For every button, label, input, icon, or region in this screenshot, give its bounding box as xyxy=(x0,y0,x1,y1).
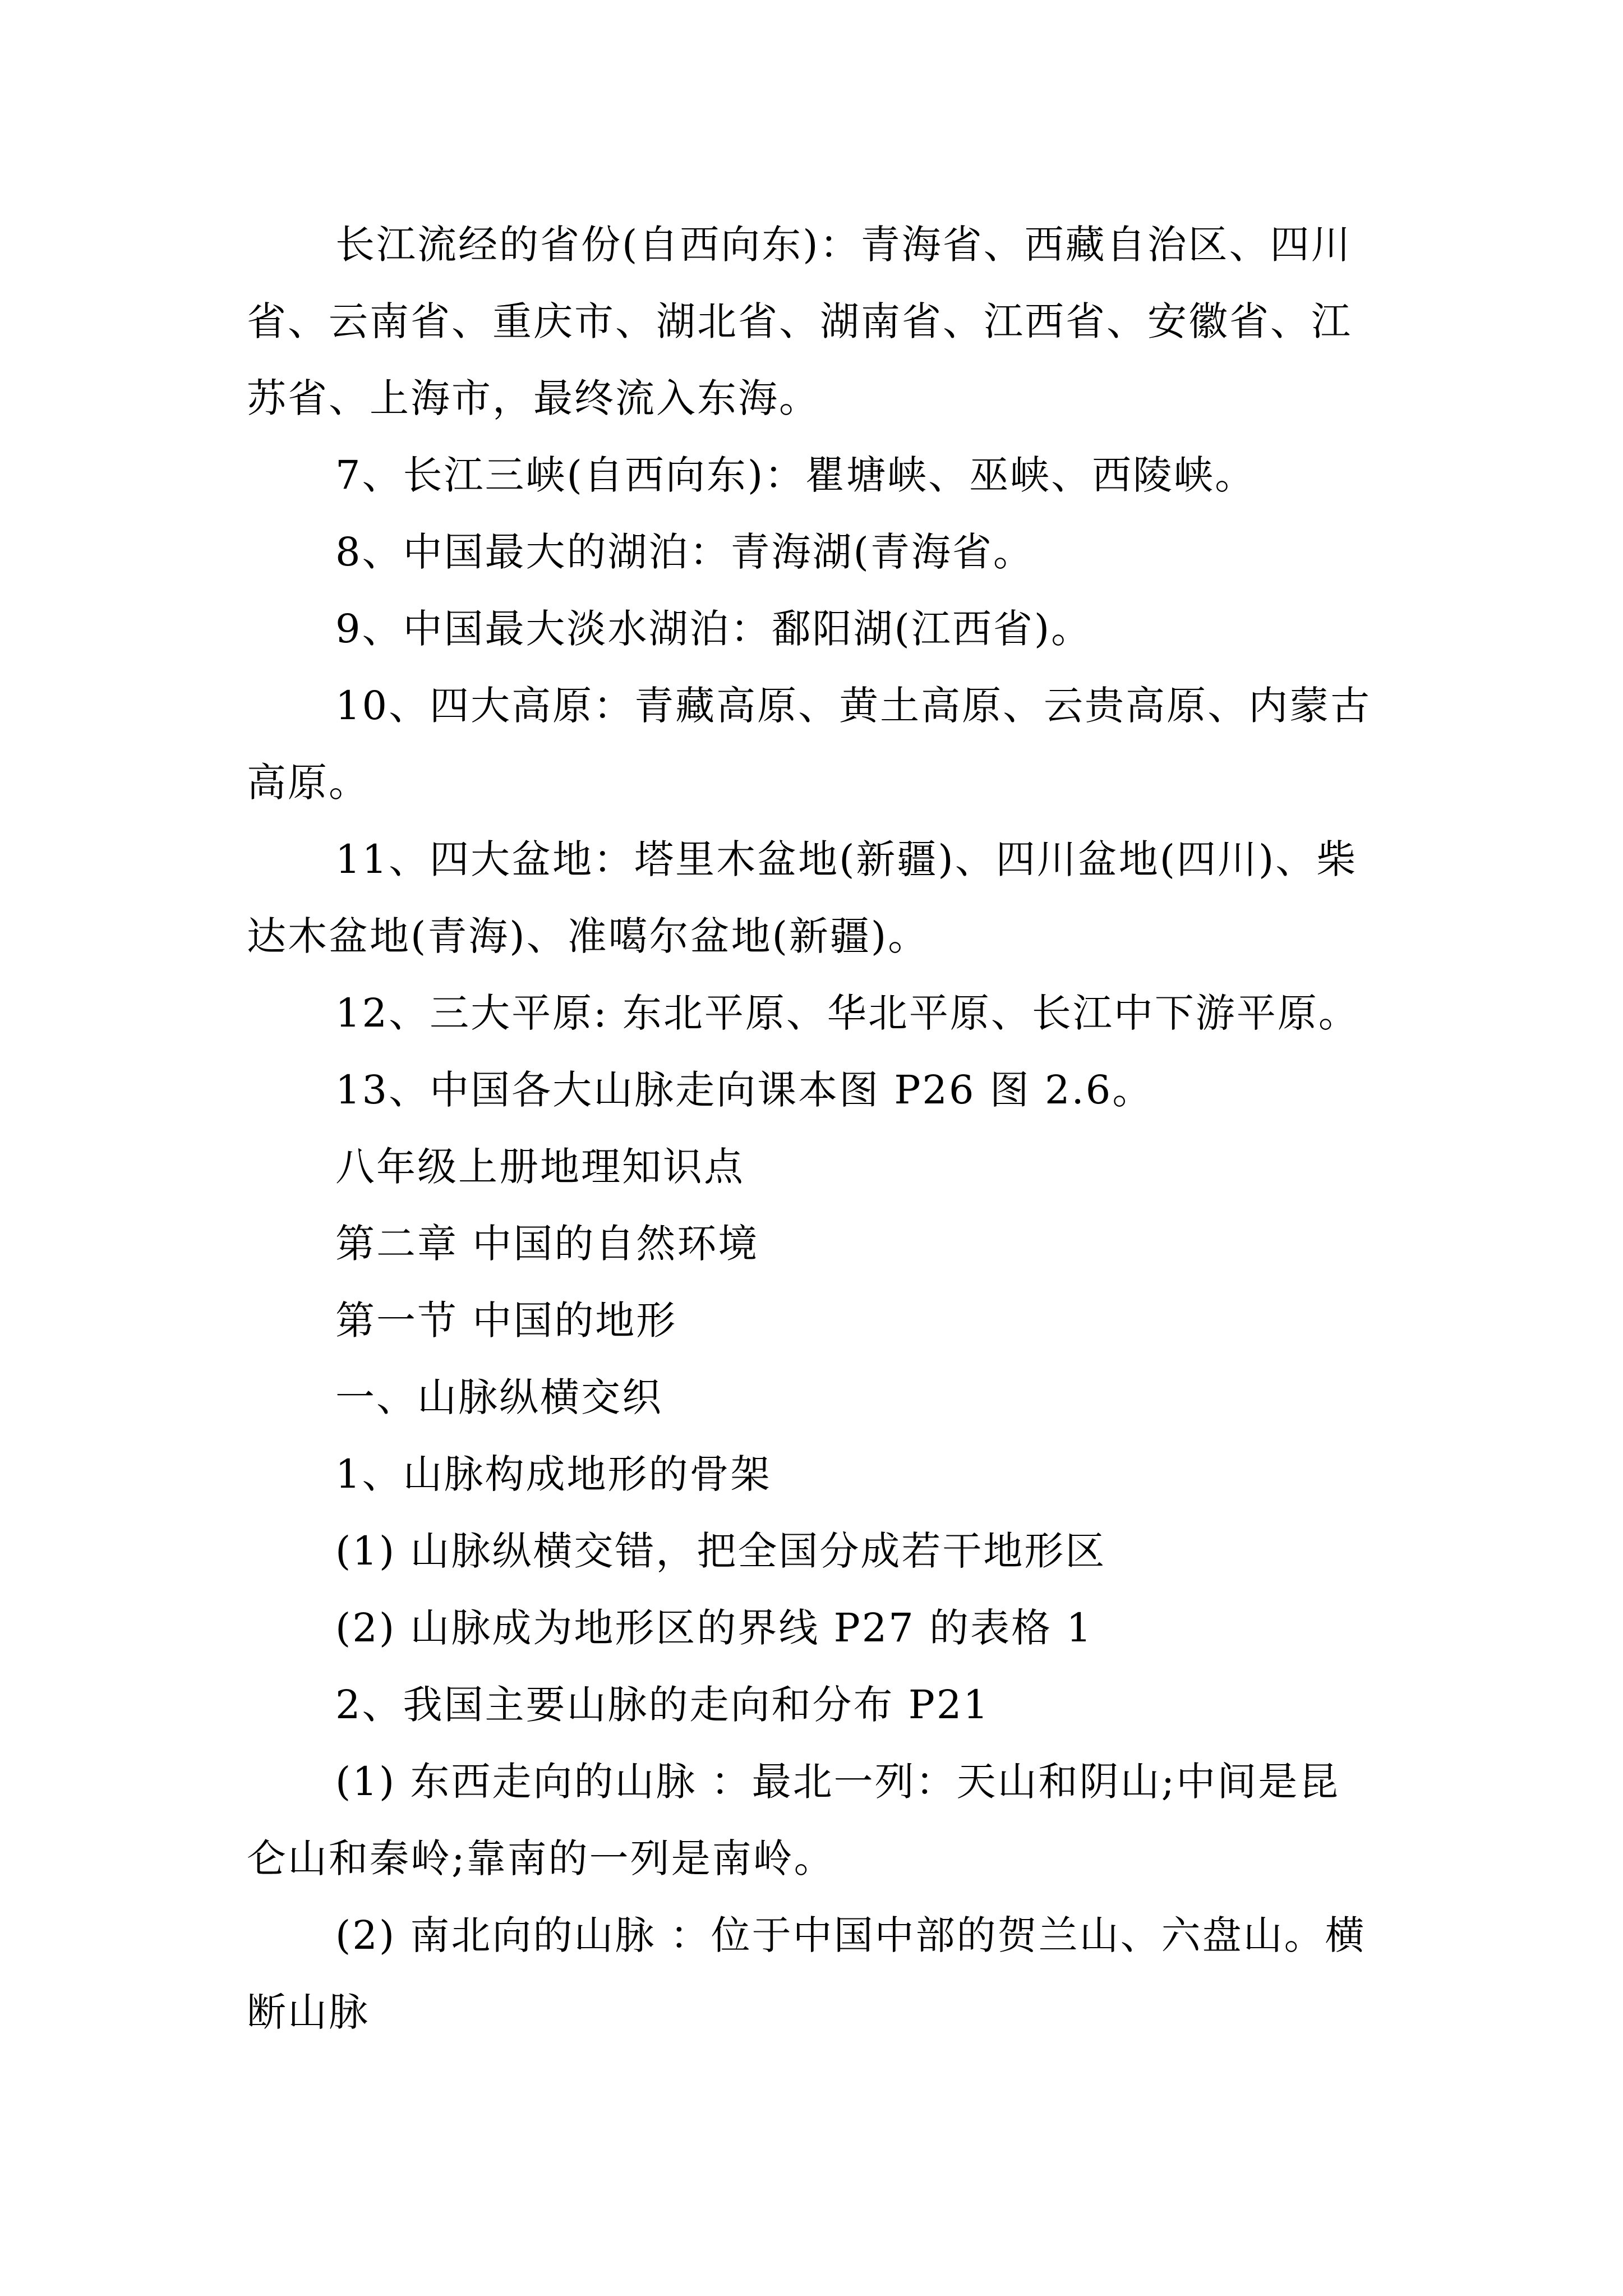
list-item-crisscross: (1) 山脉纵横交错，把全国分成若干地形区 xyxy=(335,1528,1106,1574)
paragraph-four-basins: 11、四大盆地：塔里木盆地(新疆)、四川盆地(四川)、柴达木盆地(青海)、准噶尔盆地(新疆)。 xyxy=(247,836,1358,959)
paragraph-largest-freshwater-lake: 9、中国最大淡水湖泊：鄱阳湖(江西省)。 xyxy=(335,606,1092,652)
subsection-title-mountains: 一、山脉纵横交织 xyxy=(335,1374,663,1420)
section-title-grade8: 八年级上册地理知识点 xyxy=(335,1144,745,1190)
paragraph-three-gorges: 7、长江三峡(自西向东)：瞿塘峡、巫峡、西陵峡。 xyxy=(335,452,1256,498)
paragraph-yangtze-provinces: 长江流经的省份(自西向东)：青海省、西藏自治区、四川省、云南省、重庆市、湖北省、湖南省、江西省、安徽省、江苏省、上海市，最终流入东海。 xyxy=(247,222,1352,421)
list-item-east-west-mountains: (1) 东西走向的山脉 ：最北一列：天山和阴山;中间是昆仑山和秦岭;靠南的一列是南岭。 xyxy=(247,1759,1340,1881)
section-title-terrain: 第一节 中国的地形 xyxy=(335,1297,677,1343)
document-body xyxy=(247,206,1374,2051)
list-item-north-south-mountains: (2) 南北向的山脉 ：位于中国中部的贺兰山、六盘山。横断山脉 xyxy=(247,1912,1366,2035)
chapter-title: 第二章 中国的自然环境 xyxy=(335,1221,759,1267)
paragraph-mountain-figure-ref: 13、中国各大山脉走向课本图 P26 图 2.6。 xyxy=(335,1067,1154,1113)
list-item-distribution: 2、我国主要山脉的走向和分布 P21 xyxy=(335,1682,990,1728)
list-item-boundaries: (2) 山脉成为地形区的界线 P27 的表格 1 xyxy=(335,1605,1093,1651)
paragraph-four-plateaus: 10、四大高原：青藏高原、黄土高原、云贵高原、内蒙古高原。 xyxy=(247,683,1372,806)
paragraph-largest-lake: 8、中国最大的湖泊：青海湖(青海省。 xyxy=(335,529,1034,575)
paragraph-three-plains: 12、三大平原: 东北平原、华北平原、长江中下游平原。 xyxy=(335,990,1359,1036)
list-item-skeleton: 1、山脉构成地形的骨架 xyxy=(335,1451,772,1497)
